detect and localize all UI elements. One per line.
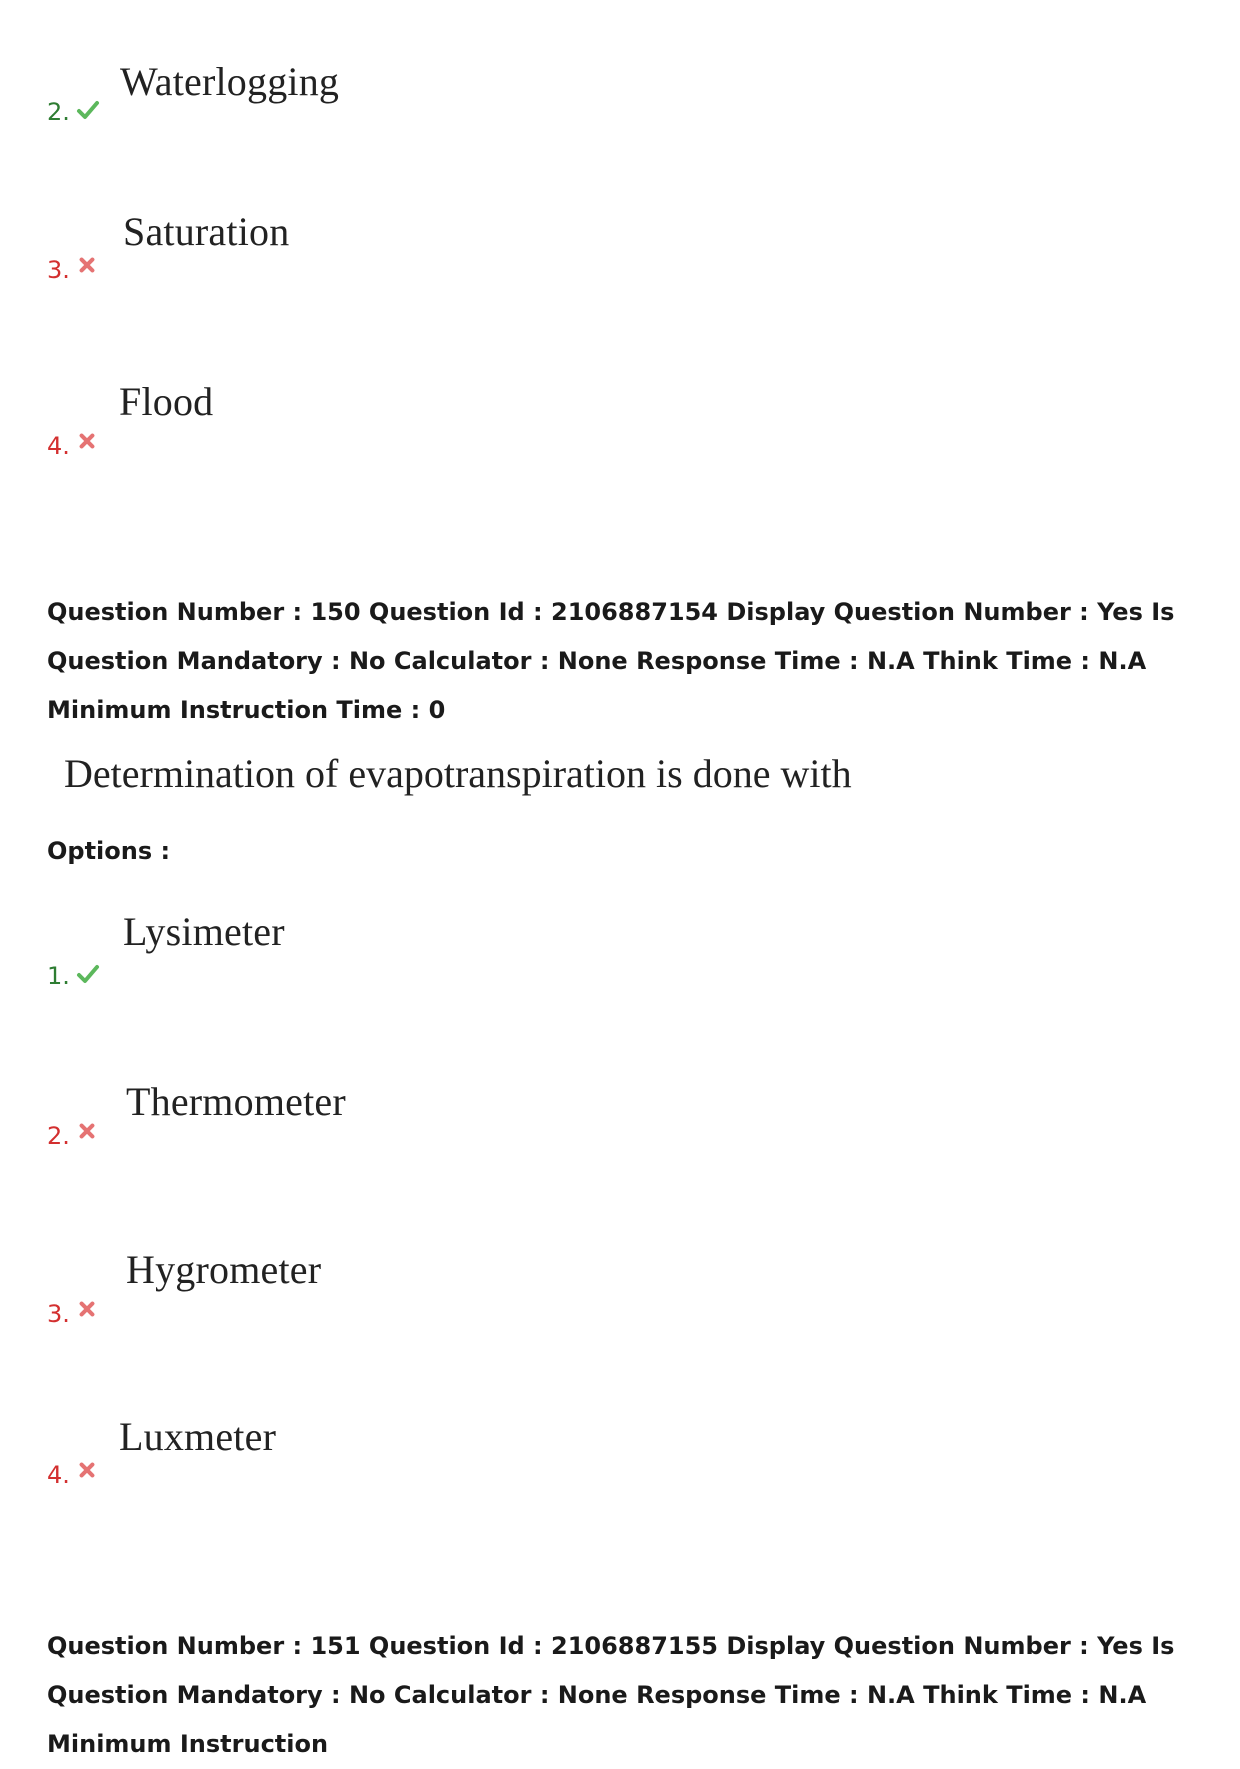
cross-icon bbox=[78, 1461, 96, 1479]
cross-icon bbox=[78, 432, 96, 450]
option-text: Saturation bbox=[123, 209, 290, 254]
option-number: 3. bbox=[47, 256, 70, 284]
option-2-waterlogging bbox=[0, 50, 1240, 170]
option-text: Hygrometer bbox=[126, 1247, 322, 1292]
option-number: 3. bbox=[47, 1300, 70, 1328]
option-2-thermometer bbox=[0, 1070, 1240, 1190]
check-icon bbox=[76, 98, 100, 122]
option-text: Waterlogging bbox=[120, 59, 340, 104]
option-text: Lysimeter bbox=[123, 909, 285, 954]
option-text: Thermometer bbox=[126, 1079, 346, 1124]
cross-icon bbox=[78, 256, 96, 274]
option-number: 1. bbox=[47, 962, 70, 990]
option-3-saturation bbox=[0, 200, 1240, 320]
options-label: Options : bbox=[47, 837, 171, 865]
option-number: 4. bbox=[47, 432, 70, 460]
option-number: 4. bbox=[47, 1461, 70, 1489]
question-150-text: Determination of evapotranspiration is done with bbox=[64, 751, 852, 796]
option-3-hygrometer bbox=[0, 1238, 1240, 1358]
option-4-flood bbox=[0, 370, 1240, 490]
option-number: 2. bbox=[47, 1122, 70, 1150]
option-4-luxmeter bbox=[0, 1405, 1240, 1525]
option-1-lysimeter bbox=[0, 900, 1240, 1020]
option-text: Luxmeter bbox=[119, 1414, 277, 1459]
question-150-meta: Question Number : 150 Question Id : 2106887154 Display Question Number : Yes Is Question Mandatory : No Calculator : None Response Time : N.A Think Time : N.A Minimum Instruction Time : 0 bbox=[47, 598, 1175, 724]
cross-icon bbox=[78, 1122, 96, 1140]
option-text: Flood bbox=[119, 379, 214, 424]
option-number: 2. bbox=[47, 98, 70, 126]
question-151-meta: Question Number : 151 Question Id : 2106887155 Display Question Number : Yes Is Question Mandatory : No Calculator : None Response Time : N.A Think Time : N.A Minimum Instruction bbox=[47, 1632, 1175, 1758]
cross-icon bbox=[78, 1300, 96, 1318]
check-icon bbox=[76, 962, 100, 986]
